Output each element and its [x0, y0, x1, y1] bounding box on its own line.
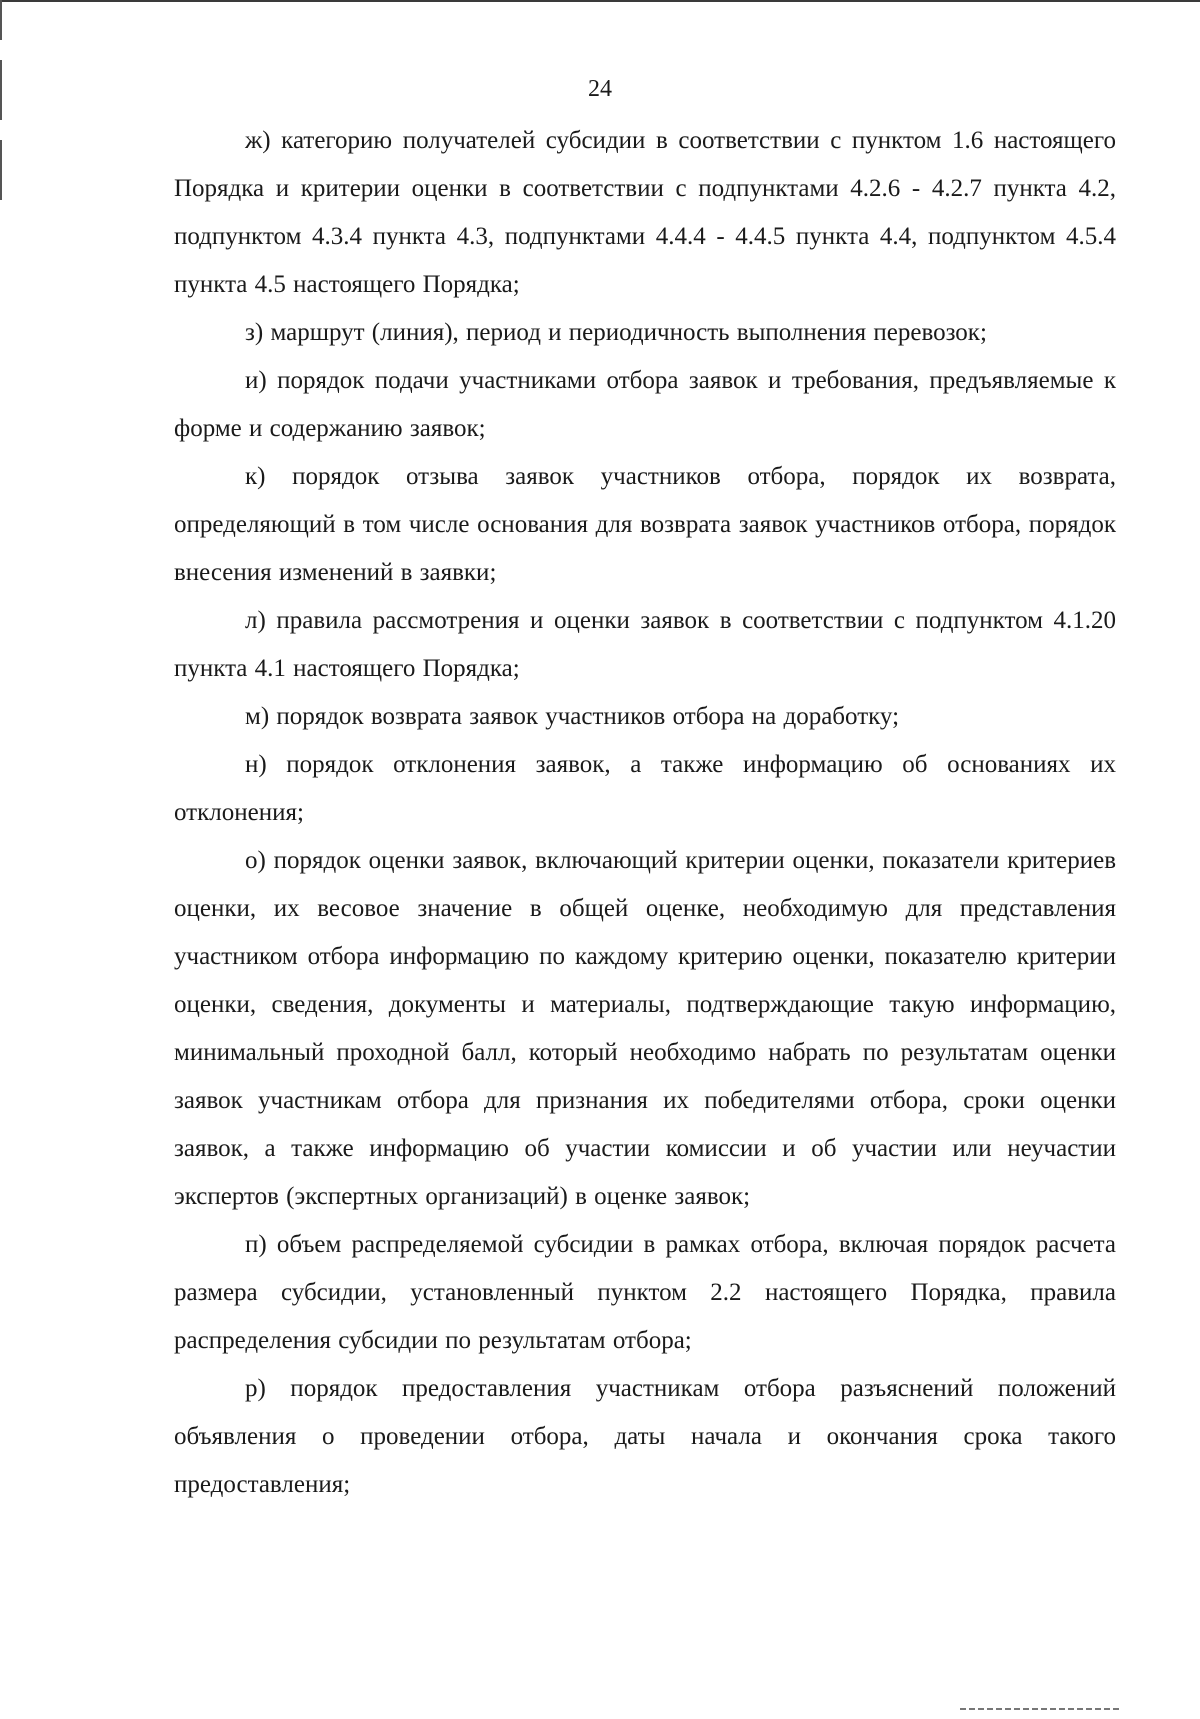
document-body [174, 117, 1116, 1509]
scan-bottom-mark [960, 1708, 1120, 1710]
list-item-zh: ж) категорию получателей субсидии в соответствии с пунктом 1.6 настоящего Порядка и критерии оценки в соответствии с подпунктами 4.2.6 - 4.2.7 пункта 4.2, подпунктом 4.3.4 пункта 4.3, подпунктами 4.4.4 - 4.4.5 пункта 4.4, подпунктом 4.5.4 пункта 4.5 настоящего Порядка; [174, 127, 1116, 298]
list-item-i: и) порядок подачи участниками отбора заявок и требования, предъявляемые к форме и содержанию заявок; [174, 367, 1116, 442]
list-item-z: з) маршрут (линия), период и периодичность выполнения перевозок; [245, 319, 987, 346]
scan-top-border [0, 0, 1200, 2]
list-item-p: п) объем распределяемой субсидии в рамках отбора, включая порядок расчета размера субсидии, установленный пунктом 2.2 настоящего Порядка, правила распределения субсидии по результатам отбора; [174, 1231, 1116, 1354]
page-number: 24 [588, 76, 612, 102]
list-item-k: к) порядок отзыва заявок участников отбора, порядок их возврата, определяющий в том числе основания для возврата заявок участников отбора, порядок внесения изменений в заявки; [174, 463, 1116, 586]
list-item-r: р) порядок предоставления участникам отбора разъяснений положений объявления о проведении отбора, даты начала и окончания срока такого предоставления; [174, 1375, 1116, 1498]
list-item-o: о) порядок оценки заявок, включающий критерии оценки, показатели критериев оценки, их весовое значение в общей оценке, необходимую для представления участником отбора информацию по каждому критерию оценки, показателю критерии оценки, сведения, документы и материалы, подтверждающие такую информацию, минимальный проходной балл, который необходимо набрать по результатам оценки заявок участникам отбора для признания их победителями отбора, сроки оценки заявок, а также информацию об участии комиссии и об участии или неучастии экспертов (экспертных организаций) в оценке заявок; [174, 847, 1116, 1210]
list-item-l: л) правила рассмотрения и оценки заявок в соответствии с подпунктом 4.1.20 пункта 4.1 настоящего Порядка; [174, 607, 1116, 682]
list-item-m: м) порядок возврата заявок участников отбора на доработку; [245, 703, 900, 730]
list-item-n: н) порядок отклонения заявок, а также информацию об основаниях их отклонения; [174, 751, 1116, 826]
